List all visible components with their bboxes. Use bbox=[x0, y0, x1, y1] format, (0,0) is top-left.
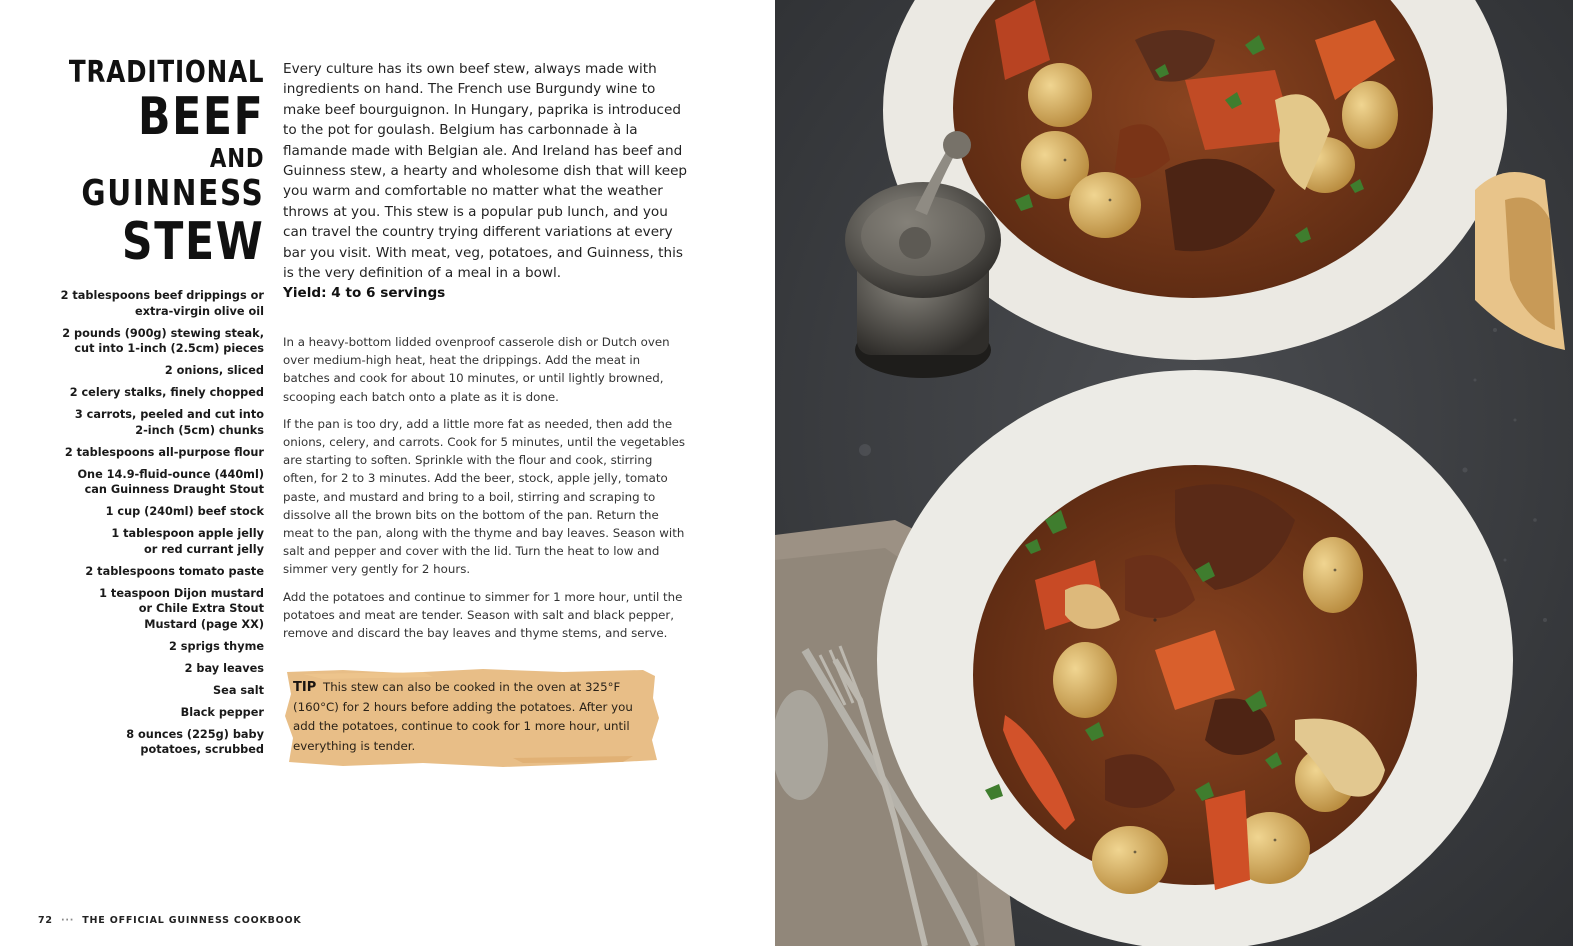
tip-label: TIP bbox=[293, 680, 317, 695]
recipe-title bbox=[26, 55, 265, 272]
ingredient-list bbox=[59, 288, 264, 764]
ingredient-item: 1 cup (240ml) beef stock bbox=[105, 505, 264, 518]
ingredient-item: 1 tablespoon apple jelly or red currant jelly bbox=[111, 527, 264, 556]
title-line-stew: STEW bbox=[121, 212, 264, 272]
ingredient-item: 2 pounds (900g) stewing steak, cut into 1-inch (2.5cm) pieces bbox=[62, 326, 264, 355]
ingredient-item: 2 tablespoons all-purpose flour bbox=[64, 445, 264, 459]
page-footer bbox=[38, 915, 302, 926]
ingredient-item: 2 celery stalks, finely chopped bbox=[69, 386, 264, 399]
ingredient-item: Black pepper bbox=[180, 705, 264, 719]
ingredient-item: Sea salt bbox=[213, 683, 264, 697]
recipe-page bbox=[0, 0, 775, 946]
intro-paragraph: Every culture has its own beef stew, always made with ingredients on hand. The French use Burgundy wine to make beef bourguignon. In Hungary, paprika is introduced to the pot for goulash. Belgium has carbonnade à la flamande made with Belgian ale. And Ireland has beef and Guinness stew, a hearty and wholesome dish that will keep you warm and comfortable no matter what the weather throws at you. This stew is a popular pub lunch, and you can travel the country trying different variations at every bar you visit. With meat, veg, potatoes, and Guinness, this is the very definition of a meal in a bowl. bbox=[283, 61, 688, 282]
book-title: THE OFFICIAL GUINNESS COOKBOOK bbox=[82, 915, 302, 926]
method-steps bbox=[283, 333, 688, 651]
tip-text bbox=[293, 678, 648, 756]
ingredient-item: 2 sprigs thyme bbox=[168, 639, 264, 653]
stew-photo-illustration bbox=[775, 0, 1573, 946]
ingredient-item: 2 onions, sliced bbox=[164, 364, 264, 377]
method-step: If the pan is too dry, add a little more fat as needed, then add the onions, celery, and carrots. Cook for 5 minutes, until the vegetables are starting to soften. Sprinkle with the flour and cook, stirring often, for 2 to 3 minutes. Add the beer, stock, apple jelly, tomato paste, and mustard and bring to a boil, stirring and scraping to dissolve all the brown bits on the bottom of the pan. Return the meat to the pan, along with the thyme and bay leaves. Season with salt and pepper and cover with the lid. Turn the heat to low and simmer very gently for 2 hours. bbox=[283, 416, 686, 577]
recipe-intro bbox=[283, 59, 693, 304]
ingredient-item: One 14.9-fluid-ounce (440ml) can Guinness Draught Stout bbox=[77, 467, 264, 496]
tip-box bbox=[283, 668, 661, 768]
title-line-beef: BEEF bbox=[137, 87, 264, 147]
ingredient-item: 8 ounces (225g) baby potatoes, scrubbed bbox=[126, 727, 264, 756]
ingredient-item: 2 bay leaves bbox=[184, 661, 264, 675]
method-step: In a heavy-bottom lidded ovenproof casserole dish or Dutch oven over medium-high heat, heat the drippings. Add the meat in batches and cook for about 10 minutes, or until lightly browned, scooping each batch onto a plate as it is done. bbox=[283, 335, 670, 404]
page-number: 72 bbox=[38, 915, 53, 926]
footer-separator: ··· bbox=[60, 915, 75, 926]
stew-photo bbox=[775, 0, 1573, 946]
ingredient-item: 2 tablespoons beef drippings or extra-virgin olive oil bbox=[60, 289, 264, 318]
ingredient-item: 3 carrots, peeled and cut into 2-inch (5cm) chunks bbox=[74, 408, 264, 437]
tip-body: This stew can also be cooked in the oven at 325°F (160°C) for 2 hours before adding the potatoes. After you add the potatoes, continue to cook for 1 more hour, until everything is tender. bbox=[293, 680, 633, 753]
ingredient-item: 1 teaspoon Dijon mustard or Chile Extra Stout Mustard (page XX) bbox=[99, 586, 264, 631]
title-line-guinness: GUINNESS bbox=[80, 173, 265, 214]
yield-label: Yield: 4 to 6 servings bbox=[283, 285, 446, 302]
ingredient-item: 2 tablespoons tomato paste bbox=[85, 564, 264, 578]
method-step: Add the potatoes and continue to simmer for 1 more hour, until the potatoes and meat are tender. Season with salt and black pepper, remove and discard the bay leaves and thyme stems, and serve. bbox=[283, 589, 683, 641]
title-line-and: AND bbox=[209, 144, 264, 174]
title-line-traditional: TRADITIONAL bbox=[68, 55, 264, 90]
